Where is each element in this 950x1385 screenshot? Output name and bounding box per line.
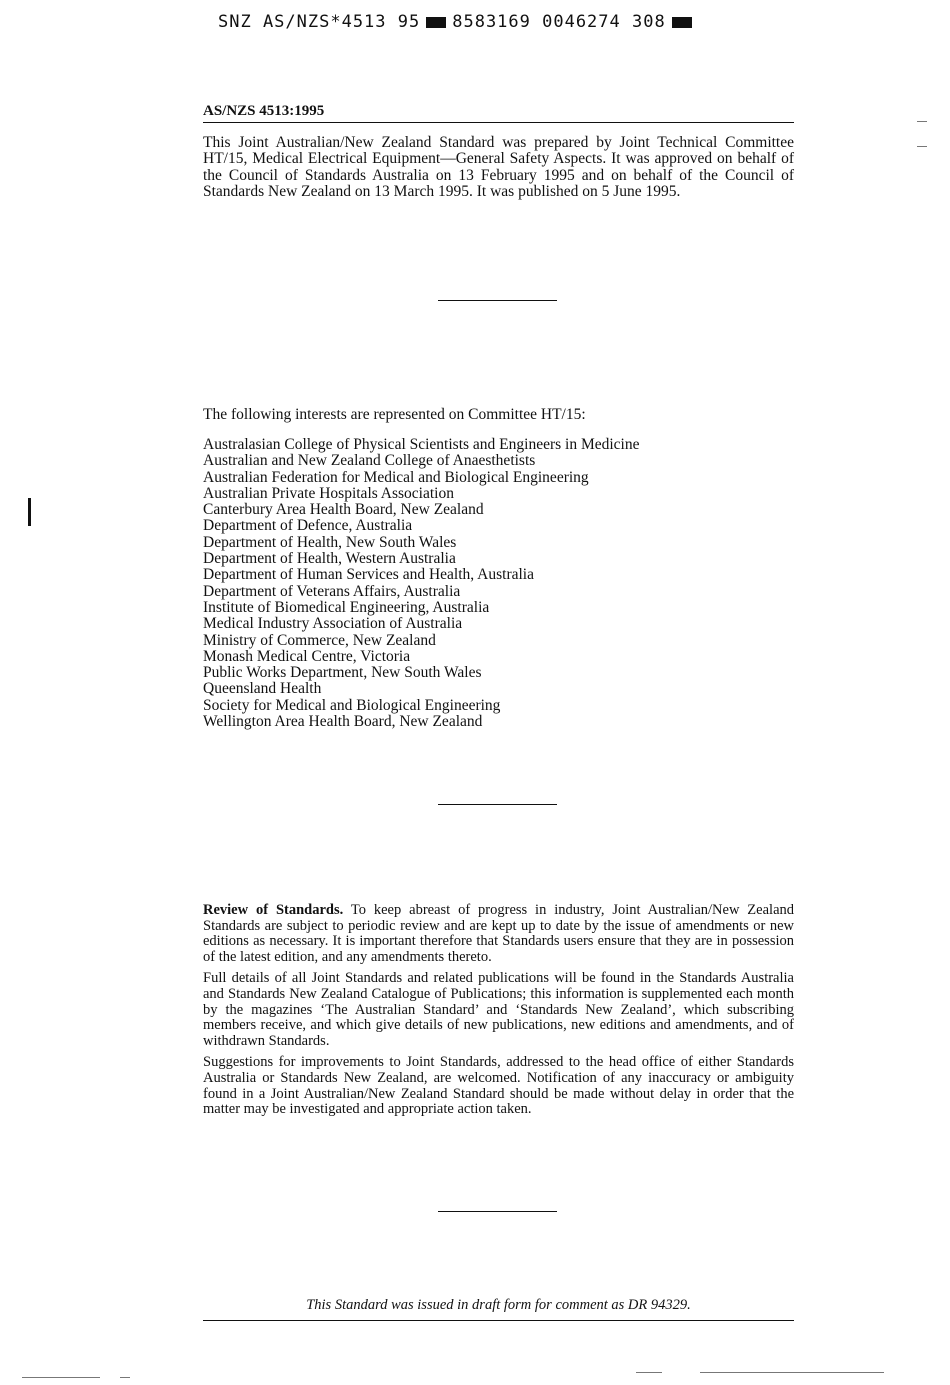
scan-artifact — [636, 1372, 662, 1373]
barcode-block-icon — [426, 17, 446, 28]
committee-member: Department of Health, Western Australia — [203, 550, 456, 568]
committee-member: Medical Industry Association of Australia — [203, 615, 463, 633]
committee-member: Monash Medical Centre, Victoria — [203, 647, 411, 665]
committee-members-list — [203, 437, 794, 730]
committee-member: Institute of Biomedical Engineering, Australia — [203, 598, 490, 616]
suggestions-paragraph: Suggestions for improvements to Joint Standards, addressed to the head office of either Standards Australia or Standards New Zealand, are welcomed. Notification of any inaccuracy or ambiguity found in a Joint Australian/New Zealand Standard should be made without delay in order that the matter may be investigated and appropriate action taken. — [203, 1054, 794, 1118]
interests-heading: The following interests are represented on Committee HT/15: — [203, 406, 586, 423]
committee-member: Wellington Area Health Board, New Zealand — [203, 713, 483, 731]
committee-member: Department of Veterans Affairs, Australia — [203, 582, 461, 600]
control-code-left: SNZ AS/NZS*4513 95 — [218, 12, 421, 32]
review-text: To keep abreast of progress in industry, Joint Australian/New Zealand Standards are subject to periodic review and are kept up to date by the issue of amendments or new editions as necessary. It is important therefore that Standards users ensure that they are in possession of the latest edition, and any amendments thereto. — [203, 902, 795, 965]
catalogue-paragraph: Full details of all Joint Standards and related publications will be found in the Standards Australia and Standards New Zealand Catalogue of Publications; this information is supplemented each month by the magazines ‘The Australian Standard’ and ‘Standards New Zealand’, which subscribing members receive, and which give details of new publications, new editions and amendments, and of withdrawn Standards. — [203, 970, 794, 1049]
scan-artifact — [917, 121, 927, 122]
section-divider — [438, 1211, 557, 1212]
committee-member: Department of Defence, Australia — [203, 517, 413, 535]
standard-designation: AS/NZS 4513:1995 — [203, 103, 794, 123]
committee-member: Public Works Department, New South Wales — [203, 664, 482, 682]
section-divider — [438, 804, 557, 805]
draft-note: This Standard was issued in draft form for comment as DR 94329. — [203, 1297, 794, 1321]
committee-member: Australian and New Zealand College of Anaesthetists — [203, 452, 536, 470]
control-code-right: 8583169 0046274 308 — [452, 12, 666, 32]
committee-member: Queensland Health — [203, 680, 322, 698]
committee-member: Society for Medical and Biological Engineering — [203, 696, 501, 714]
section-divider — [438, 300, 557, 301]
document-control-code — [218, 12, 698, 32]
committee-member: Canterbury Area Health Board, New Zealand — [203, 501, 484, 519]
scan-artifact — [22, 1377, 100, 1378]
scan-artifact — [700, 1372, 884, 1373]
review-paragraph — [203, 903, 794, 965]
scan-artifact — [917, 146, 927, 147]
review-lead: Review of Standards. — [203, 902, 344, 918]
review-section — [203, 903, 794, 1124]
committee-member: Ministry of Commerce, New Zealand — [203, 631, 436, 649]
barcode-block-icon — [672, 17, 692, 28]
committee-member: Department of Human Services and Health, Australia — [203, 566, 534, 584]
scan-artifact — [120, 1377, 130, 1378]
committee-member: Department of Health, New South Wales — [203, 533, 457, 551]
committee-member: Australasian College of Physical Scientists and Engineers in Medicine — [203, 436, 640, 453]
committee-member: Australian Private Hospitals Association — [203, 484, 454, 502]
change-bar-mark — [28, 498, 31, 526]
committee-member: Australian Federation for Medical and Biological Engineering — [203, 468, 589, 486]
intro-paragraph: This Joint Australian/New Zealand Standard was prepared by Joint Technical Committee HT/15, Medical Electrical Equipment—General Safety Aspects. It was approved on behalf of the Council of Standards Australia on 13 February 1995 and on behalf of the Council of Standards New Zealand on 13 March 1995. It was published on 5 June 1995. — [203, 134, 794, 201]
